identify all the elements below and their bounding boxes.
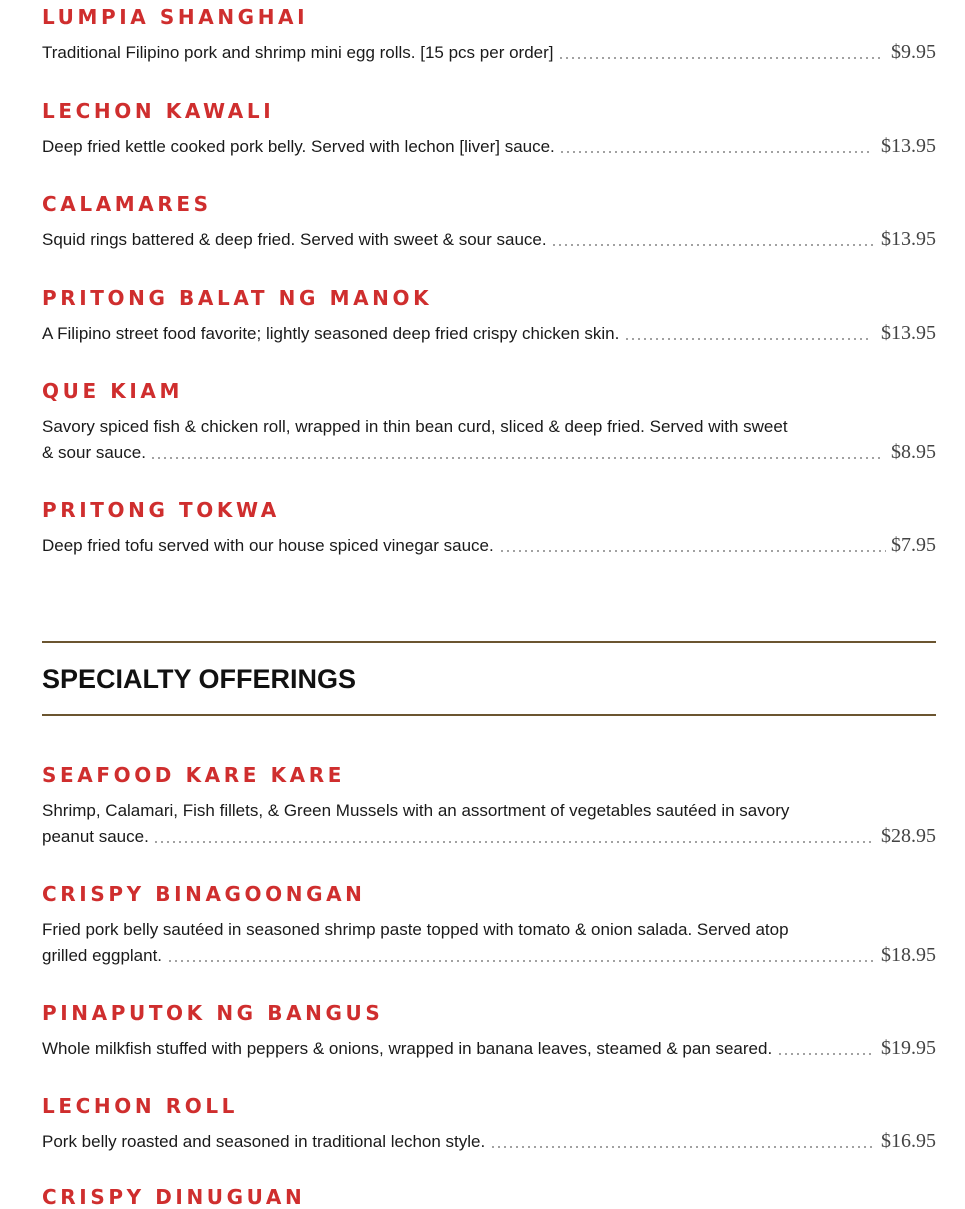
item-description: Whole milkfish stuffed with peppers & onions, wrapped in banana leaves, steamed & pan seared. bbox=[42, 1038, 773, 1058]
item-title: LUMPIA SHANGHAI bbox=[42, 5, 309, 29]
item-title: PRITONG BALAT NG MANOK bbox=[42, 286, 433, 310]
item-row bbox=[42, 532, 936, 558]
item-title: CRISPY BINAGOONGAN bbox=[42, 882, 366, 906]
item-row bbox=[42, 320, 936, 346]
item-title: PRITONG TOKWA bbox=[42, 498, 280, 522]
menu-item bbox=[42, 1094, 936, 1154]
item-description: Deep fried tofu served with our house spiced vinegar sauce. bbox=[42, 535, 494, 555]
section-divider-bottom bbox=[42, 714, 936, 716]
item-row bbox=[42, 413, 936, 465]
menu-item bbox=[42, 498, 936, 558]
item-title: SEAFOOD KARE KARE bbox=[42, 763, 346, 787]
item-description: Pork belly roasted and seasoned in traditional lechon style. bbox=[42, 1131, 486, 1151]
item-row bbox=[42, 797, 936, 849]
item-row bbox=[42, 39, 936, 65]
item-description: A Filipino street food favorite; lightly seasoned deep fried crispy chicken skin. bbox=[42, 323, 620, 343]
dot-leader bbox=[624, 338, 872, 340]
item-price: $13.95 bbox=[881, 322, 936, 344]
dot-leader bbox=[150, 457, 882, 459]
item-price: $7.95 bbox=[891, 534, 936, 556]
menu-item bbox=[42, 192, 936, 252]
item-title: QUE KIAM bbox=[42, 379, 183, 403]
item-price: $19.95 bbox=[881, 1037, 936, 1059]
item-title: CALAMARES bbox=[42, 192, 212, 216]
item-title: LECHON ROLL bbox=[42, 1094, 239, 1118]
item-description: Squid rings battered & deep fried. Served with sweet & sour sauce. bbox=[42, 229, 547, 249]
menu-item bbox=[42, 5, 936, 65]
dot-leader bbox=[490, 1146, 872, 1148]
item-price: $13.95 bbox=[881, 135, 936, 157]
item-price: $16.95 bbox=[881, 1130, 936, 1152]
item-description: Deep fried kettle cooked pork belly. Served with lechon [liver] sauce. bbox=[42, 136, 555, 156]
item-title: LECHON KAWALI bbox=[42, 99, 275, 123]
item-description: Savory spiced fish & chicken roll, wrapped in thin bean curd, sliced & deep fried. Served with sweet & sour sauce. bbox=[42, 417, 788, 462]
item-price: $9.95 bbox=[891, 41, 936, 63]
menu-item bbox=[42, 882, 936, 968]
dot-leader bbox=[558, 57, 884, 59]
menu-item bbox=[42, 379, 936, 465]
item-price: $8.95 bbox=[891, 441, 936, 463]
dot-leader bbox=[499, 550, 886, 552]
item-description: Shrimp, Calamari, Fish fillets, & Green Mussels with an assortment of vegetables sautéed in savory peanut sauce. bbox=[42, 801, 790, 846]
dot-leader bbox=[167, 960, 876, 962]
item-price: $28.95 bbox=[881, 825, 936, 847]
item-title: CRISPY DINUGUAN bbox=[42, 1185, 306, 1209]
dot-leader bbox=[559, 151, 872, 153]
dot-leader bbox=[551, 244, 876, 246]
dot-leader bbox=[777, 1053, 872, 1055]
menu-item bbox=[42, 99, 936, 159]
item-title: PINAPUTOK NG BANGUS bbox=[42, 1001, 384, 1025]
menu-item bbox=[42, 1185, 936, 1209]
item-row bbox=[42, 133, 936, 159]
menu-item bbox=[42, 286, 936, 346]
item-description: Fried pork belly sautéed in seasoned shrimp paste topped with tomato & onion salada. Served atop grilled eggplant. bbox=[42, 920, 789, 965]
dot-leader bbox=[153, 841, 872, 843]
section-title: SPECIALTY OFFERINGS bbox=[42, 664, 357, 694]
item-row bbox=[42, 226, 936, 252]
item-row bbox=[42, 916, 936, 968]
menu-item bbox=[42, 1001, 936, 1061]
item-description: Traditional Filipino pork and shrimp mini egg rolls. [15 pcs per order] bbox=[42, 42, 554, 62]
item-row bbox=[42, 1035, 936, 1061]
item-price: $18.95 bbox=[881, 944, 936, 966]
menu-item bbox=[42, 763, 936, 849]
item-row bbox=[42, 1128, 936, 1154]
section-divider-top bbox=[42, 641, 936, 643]
item-price: $13.95 bbox=[881, 228, 936, 250]
